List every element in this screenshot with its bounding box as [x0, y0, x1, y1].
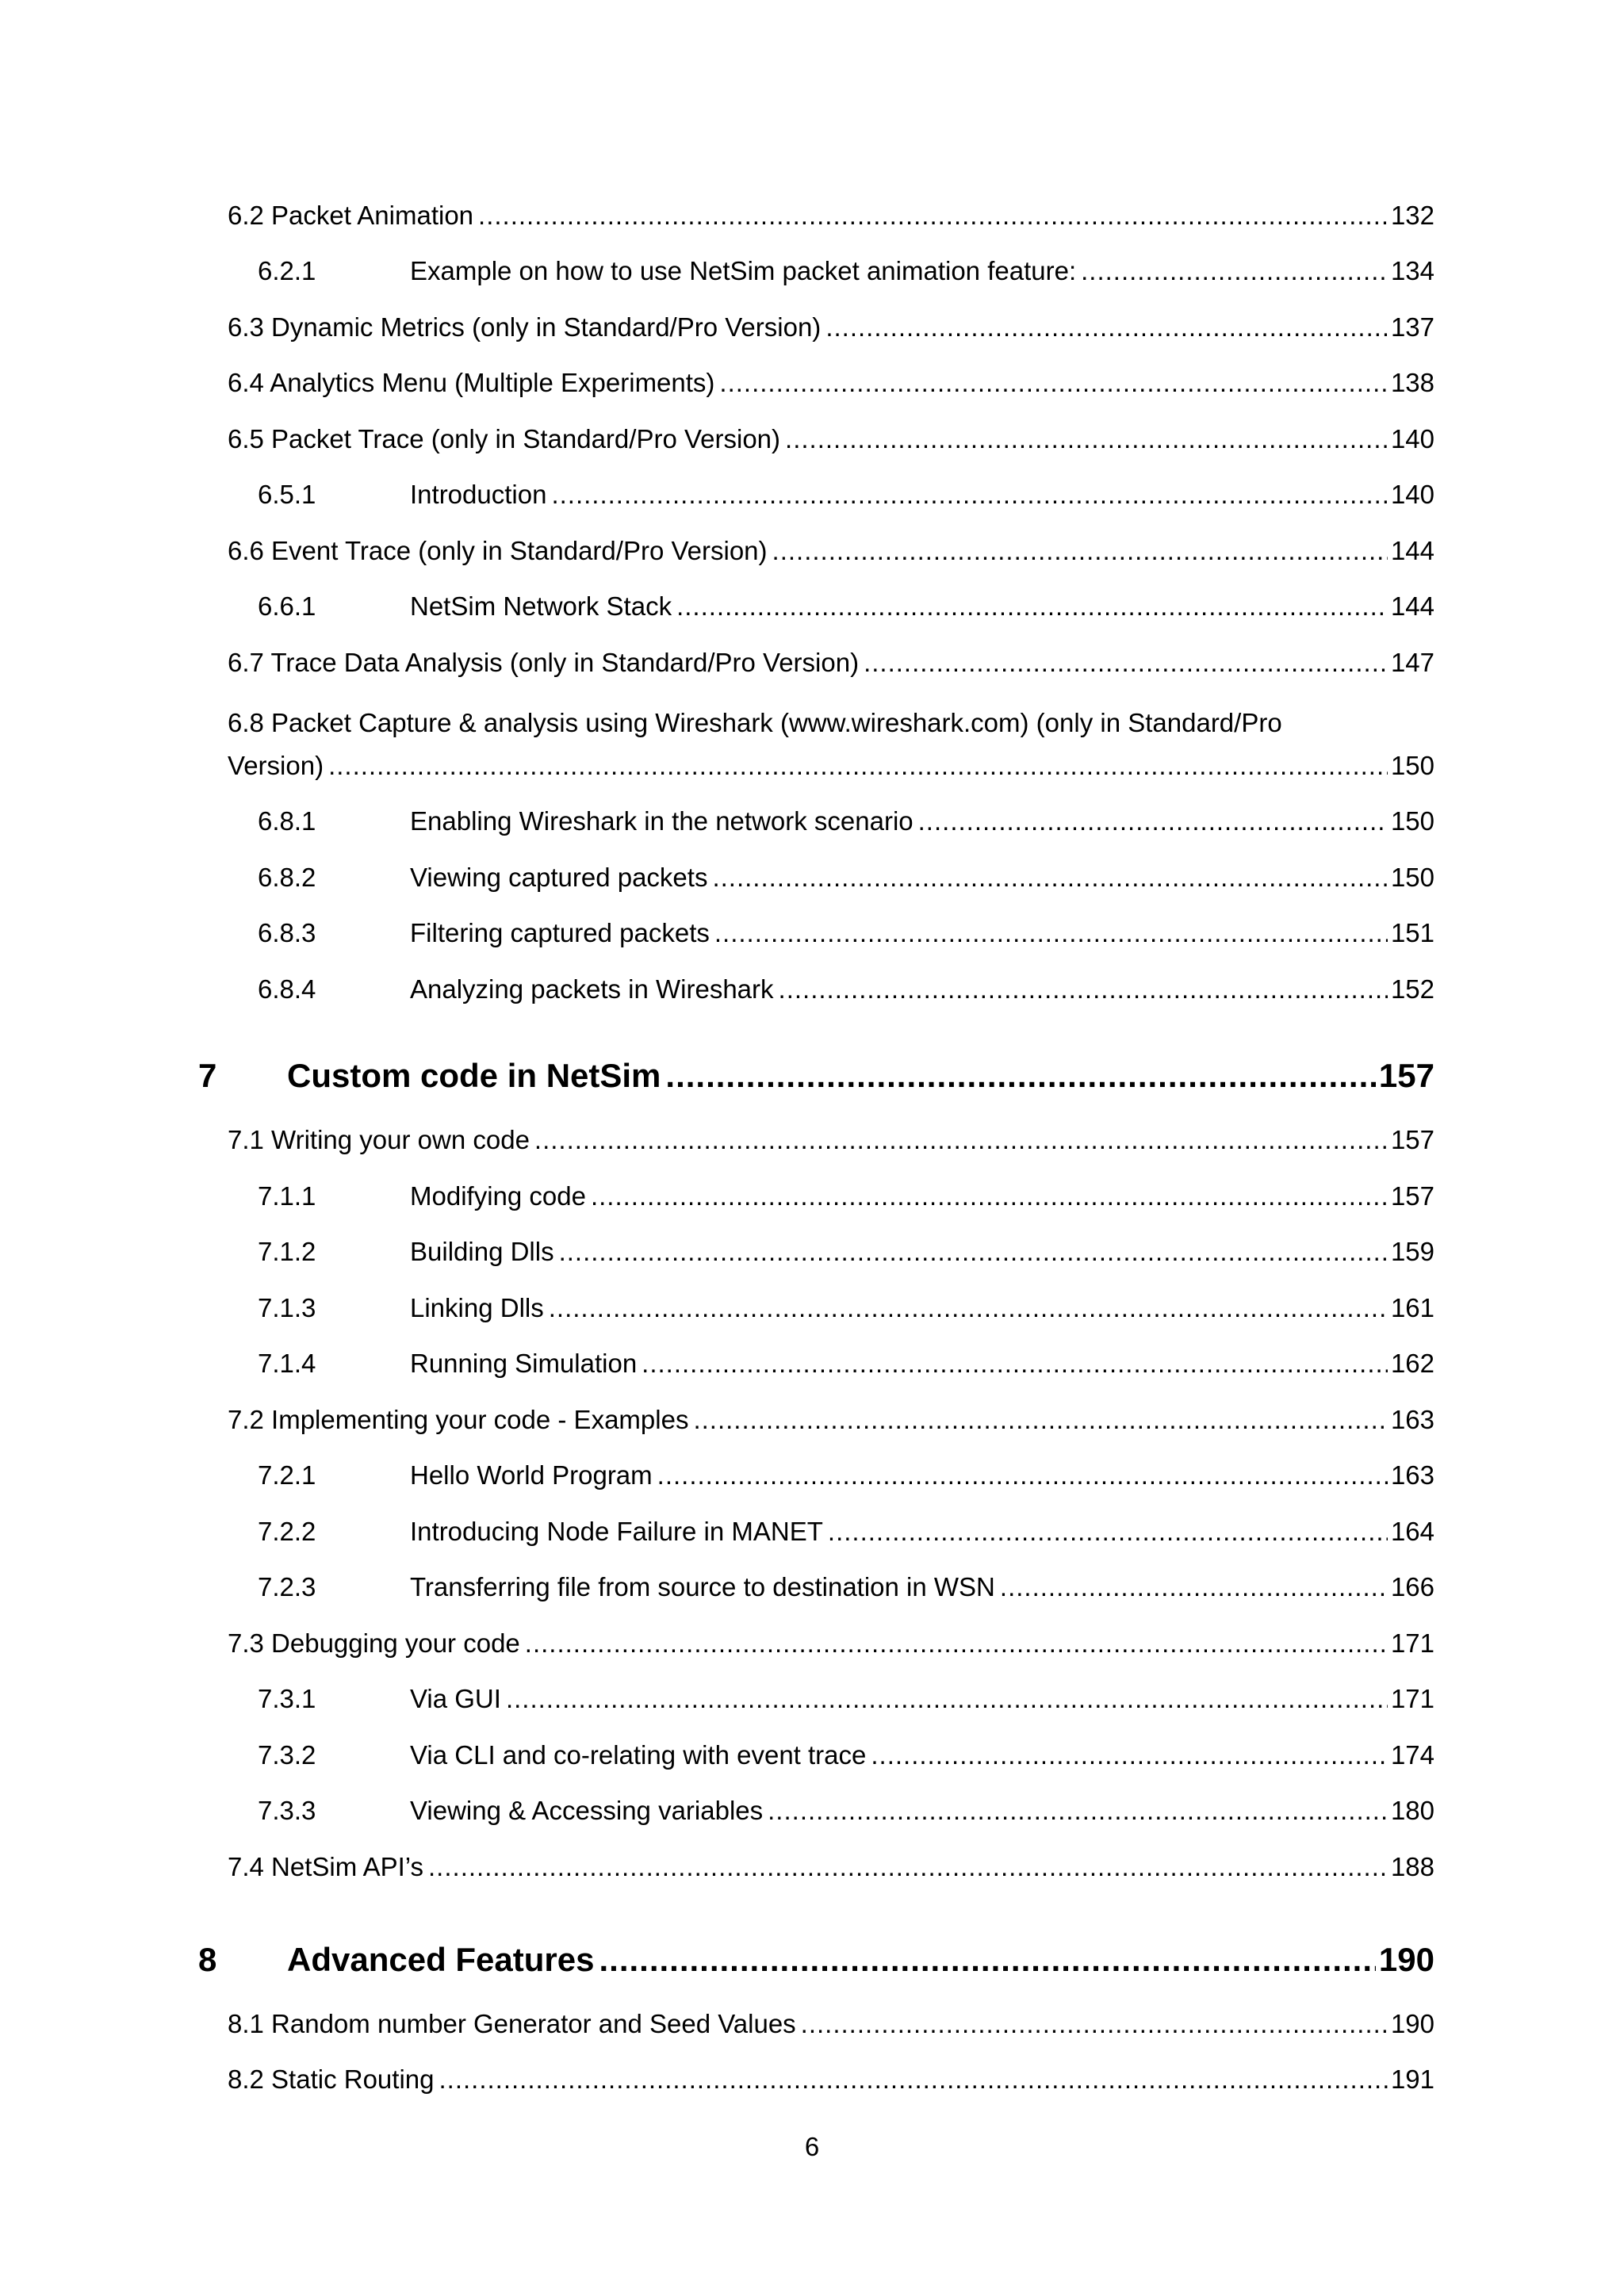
- toc-page-number: 180: [1390, 1796, 1434, 1825]
- toc-entry-title: Viewing & Accessing variables: [410, 1796, 764, 1825]
- toc-dot-leader: [918, 806, 1388, 837]
- toc-entry-title-line: 6.8 Packet Capture & analysis using Wireshark (www.wireshark.com) (only in Standard/Pro: [228, 708, 1282, 737]
- toc-entry-title: Running Simulation: [410, 1349, 638, 1378]
- toc-dot-leader: [478, 200, 1388, 232]
- toc-dot-leader: [712, 862, 1387, 894]
- toc-entry-title: 8.1 Random number Generator and Seed Values: [228, 2009, 796, 2038]
- toc-entry-title: Via GUI: [410, 1684, 501, 1713]
- toc-entry-title: 8.2 Static Routing: [228, 2064, 435, 2094]
- toc-entry-title: 7.4 NetSim API’s: [228, 1852, 424, 1881]
- toc-subsection-entry[interactable]: [228, 1795, 1434, 1827]
- toc-page-number: 144: [1390, 591, 1434, 621]
- toc-dot-leader: [714, 917, 1388, 949]
- toc-section-entry[interactable]: [228, 367, 1434, 399]
- toc-page-number: 166: [1390, 1572, 1434, 1601]
- toc-page-number: 191: [1390, 2064, 1434, 2094]
- toc-page-number: 132: [1390, 201, 1434, 230]
- toc-dot-leader: [871, 1739, 1388, 1771]
- toc-chapter-number: 8: [198, 1941, 217, 1978]
- toc-dot-leader: [719, 367, 1388, 399]
- toc-entry-title: Enabling Wireshark in the network scenario: [410, 806, 914, 836]
- toc-subsection-entry[interactable]: [228, 1516, 1434, 1548]
- toc-entry-title: Linking Dlls: [410, 1293, 544, 1322]
- toc-section-entry[interactable]: [228, 750, 1434, 782]
- toc-entry-title: 6.3 Dynamic Metrics (only in Standard/Pro Version): [228, 312, 822, 342]
- page-number: 6: [804, 2132, 820, 2161]
- toc-subsection-entry[interactable]: [228, 1571, 1434, 1603]
- toc-dot-leader: [825, 312, 1388, 343]
- toc-entry-number: 7.1.1: [258, 1181, 316, 1211]
- toc-dot-leader: [328, 750, 1388, 782]
- toc-page-number: 144: [1390, 536, 1434, 565]
- toc-subsection-entry[interactable]: [228, 1739, 1434, 1771]
- toc-dot-leader: [779, 974, 1388, 1005]
- toc-subsection-entry[interactable]: [228, 255, 1434, 287]
- toc-dot-leader: [1000, 1571, 1388, 1603]
- toc-entry-title: Analyzing packets in Wireshark: [410, 974, 774, 1004]
- toc-entry-title: Advanced Features: [287, 1941, 595, 1978]
- toc-entry-number: 6.8.3: [258, 918, 316, 947]
- toc-page-number: 190: [1378, 1941, 1434, 1978]
- toc-page-number: 190: [1390, 2009, 1434, 2038]
- toc-page-number: 171: [1390, 1684, 1434, 1713]
- toc-page-number: 152: [1390, 974, 1434, 1004]
- toc-entry-number: 6.8.2: [258, 863, 316, 892]
- toc-subsection-entry[interactable]: [228, 806, 1434, 837]
- toc-dot-leader: [665, 1056, 1376, 1096]
- toc-entry-title: 6.6 Event Trace (only in Standard/Pro Version): [228, 536, 768, 565]
- toc-entry-title: NetSim Network Stack: [410, 591, 672, 621]
- toc-entry-title: 7.3 Debugging your code: [228, 1628, 520, 1658]
- toc-page-number: 174: [1390, 1740, 1434, 1770]
- toc-dot-leader: [828, 1516, 1388, 1548]
- toc-entry-title: Custom code in NetSim: [287, 1057, 661, 1094]
- toc-section-entry[interactable]: [228, 2064, 1434, 2095]
- toc-dot-leader: [676, 591, 1388, 622]
- toc-page-number: 150: [1390, 751, 1434, 780]
- toc-dot-leader: [439, 2064, 1388, 2095]
- toc-entry-number: 7.1.2: [258, 1237, 316, 1266]
- toc-entry-title: 6.5 Packet Trace (only in Standard/Pro Version): [228, 424, 781, 453]
- toc-entry-title: Version): [228, 751, 324, 780]
- toc-page-number: 162: [1390, 1349, 1434, 1378]
- toc-entry-title: Example on how to use NetSim packet animation feature:: [410, 256, 1077, 285]
- toc-entry-number: 7.3.2: [258, 1740, 316, 1770]
- toc-page-number: 163: [1390, 1460, 1434, 1490]
- toc-subsection-entry[interactable]: [228, 1181, 1434, 1212]
- toc-section-entry[interactable]: [228, 1851, 1434, 1883]
- toc-chapter-number: 7: [198, 1057, 217, 1094]
- toc-page-number: 164: [1390, 1517, 1434, 1546]
- toc-dot-leader: [525, 1628, 1388, 1659]
- toc-chapter-entry[interactable]: [198, 1056, 1434, 1096]
- toc-section-entry[interactable]: [228, 423, 1434, 455]
- toc-dot-leader: [657, 1460, 1388, 1491]
- toc-entry-title: Via CLI and co-relating with event trace: [410, 1740, 867, 1770]
- toc-entry-number: 6.8.4: [258, 974, 316, 1004]
- toc-subsection-entry[interactable]: [228, 1683, 1434, 1715]
- toc-section-entry[interactable]: [228, 2008, 1434, 2040]
- toc-section-entry[interactable]: [228, 535, 1434, 567]
- toc-page-number: 134: [1390, 256, 1434, 285]
- toc-page-number: 140: [1390, 424, 1434, 453]
- toc-entry-number: 6.5.1: [258, 480, 316, 509]
- toc-dot-leader: [559, 1236, 1388, 1268]
- toc-page-number: 151: [1390, 918, 1434, 947]
- toc-page-number: 163: [1390, 1405, 1434, 1434]
- toc-subsection-entry[interactable]: [228, 917, 1434, 949]
- toc-dot-leader: [864, 647, 1388, 679]
- toc-entry-number: 6.6.1: [258, 591, 316, 621]
- toc-dot-leader: [1081, 255, 1388, 287]
- toc-page-number: 140: [1390, 480, 1434, 509]
- toc-entry-title: 6.4 Analytics Menu (Multiple Experiments): [228, 368, 715, 397]
- toc-dot-leader: [772, 535, 1388, 567]
- toc-page-number: 159: [1390, 1237, 1434, 1266]
- toc-dot-leader: [549, 1292, 1388, 1324]
- toc-subsection-entry[interactable]: [228, 1460, 1434, 1491]
- toc-subsection-entry[interactable]: [228, 1292, 1434, 1324]
- toc-subsection-entry[interactable]: [228, 1236, 1434, 1268]
- toc-dot-leader: [599, 1940, 1375, 1980]
- toc-page-number: 157: [1390, 1181, 1434, 1211]
- toc-entry-title: Filtering captured packets: [410, 918, 710, 947]
- toc-dot-leader: [768, 1795, 1388, 1827]
- toc-entry-title: Building Dlls: [410, 1237, 554, 1266]
- toc-subsection-entry[interactable]: [228, 479, 1434, 511]
- toc-page-number: 137: [1390, 312, 1434, 342]
- toc-dot-leader: [785, 423, 1388, 455]
- toc-entry-title: Modifying code: [410, 1181, 586, 1211]
- toc-entry-number: 6.2.1: [258, 256, 316, 285]
- toc-entry-title: Transferring file from source to destination in WSN: [410, 1572, 995, 1601]
- toc-page-number: 188: [1390, 1852, 1434, 1881]
- toc-page-number: 157: [1378, 1057, 1434, 1094]
- toc-subsection-entry[interactable]: [228, 591, 1434, 622]
- toc-entry-title: 7.1 Writing your own code: [228, 1125, 530, 1154]
- toc-entry-title: 6.7 Trace Data Analysis (only in Standard/Pro Version): [228, 648, 860, 677]
- toc-section-entry[interactable]: [228, 200, 1434, 232]
- toc-dot-leader: [428, 1851, 1388, 1883]
- toc-section-entry[interactable]: [228, 1628, 1434, 1659]
- toc-page-number: 171: [1390, 1628, 1434, 1658]
- toc-entry-title: Viewing captured packets: [410, 863, 708, 892]
- toc-page-number: 161: [1390, 1293, 1434, 1322]
- toc-dot-leader: [506, 1683, 1388, 1715]
- toc-entry-number: 7.2.3: [258, 1572, 316, 1601]
- toc-section-entry[interactable]: [228, 1404, 1434, 1436]
- toc-subsection-entry[interactable]: [228, 862, 1434, 894]
- toc-entry-number: 7.1.4: [258, 1349, 316, 1378]
- toc-entry-title: Hello World Program: [410, 1460, 653, 1490]
- toc-dot-leader: [642, 1348, 1388, 1380]
- toc-dot-leader: [801, 2008, 1388, 2040]
- toc-entry-title: 7.2 Implementing your code - Examples: [228, 1405, 689, 1434]
- toc-page-number: 138: [1390, 368, 1434, 397]
- toc-subsection-entry[interactable]: [228, 974, 1434, 1005]
- toc-dot-leader: [551, 479, 1387, 511]
- toc-page-number: 147: [1390, 648, 1434, 677]
- toc-dot-leader: [693, 1404, 1387, 1436]
- toc-dot-leader: [591, 1181, 1388, 1212]
- toc-entry-title: Introduction: [410, 480, 547, 509]
- toc-chapter-entry[interactable]: [198, 1940, 1434, 1980]
- toc-entry-number: 6.8.1: [258, 806, 316, 836]
- toc-section-entry[interactable]: [228, 312, 1434, 343]
- toc-dot-leader: [534, 1124, 1388, 1156]
- toc-entry-title: Introducing Node Failure in MANET: [410, 1517, 823, 1546]
- toc-entry-title: 6.2 Packet Animation: [228, 201, 474, 230]
- toc-subsection-entry[interactable]: [228, 1348, 1434, 1380]
- toc-page-number: 150: [1390, 806, 1434, 836]
- toc-entry-number: 7.2.2: [258, 1517, 316, 1546]
- toc-section-entry[interactable]: [228, 1124, 1434, 1156]
- toc-entry-number: 7.3.1: [258, 1684, 316, 1713]
- toc-section-entry[interactable]: [228, 647, 1434, 679]
- toc-page-number: 150: [1390, 863, 1434, 892]
- toc-entry-number: 7.1.3: [258, 1293, 316, 1322]
- toc-entry-number: 7.3.3: [258, 1796, 316, 1825]
- toc-page-number: 157: [1390, 1125, 1434, 1154]
- toc-entry-number: 7.2.1: [258, 1460, 316, 1490]
